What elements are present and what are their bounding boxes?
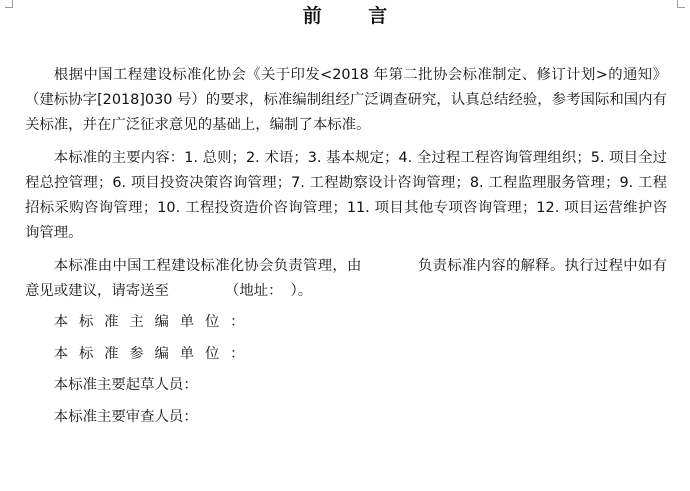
document-body xyxy=(25,63,667,433)
responsibility-text-1: 本标准由中国工程建设标准化协会负责管理，由 xyxy=(53,258,362,274)
responsibility-paragraph xyxy=(25,254,667,304)
chief-editor-unit-field xyxy=(25,307,667,339)
reviewers-label: 本标准主要审查人员： xyxy=(53,408,198,425)
responsibility-text-4: ）。 xyxy=(290,283,313,299)
page-title: 前 言 xyxy=(302,5,408,27)
responsibility-text-2: 负责标准内容的解释。执行过程中如有意见或建议，请寄送至 xyxy=(25,258,667,299)
reviewers-field xyxy=(25,402,667,434)
participating-unit-label: 本标准参编单位： xyxy=(53,345,256,362)
drafters-field xyxy=(25,370,667,402)
intro-paragraph: 根据中国工程建设标准化协会《关于印发<2018 年第二批协会标准制定、修订计划>的通知》（建标协字[2018]030 号）的要求，标准编制组经广泛调查研究，认真总结经验，参考国际和国内有关标准，并在广泛征求意见的基础上，编制了本标准。 xyxy=(25,67,667,133)
contents-paragraph: 本标准的主要内容：1. 总则；2. 术语；3. 基本规定；4. 全过程工程咨询管理组织；5. 项目全过程总控管理；6. 项目投资决策咨询管理；7. 工程勘察设计咨询管理；8. 工程监理服务管理；9. 工程招标采购咨询管理；10. 工程投资造价咨询管理；11. 项目其他专项咨询管理；12. 项目运营维护咨询管理。 xyxy=(25,150,667,241)
chief-editor-unit-label: 本标准主编单位： xyxy=(53,314,256,330)
responsibility-text-3: （地址： xyxy=(224,283,283,299)
participating-unit-field xyxy=(25,339,667,371)
personnel-fields xyxy=(25,307,667,433)
drafters-label: 本标准主要起草人员： xyxy=(53,377,198,393)
